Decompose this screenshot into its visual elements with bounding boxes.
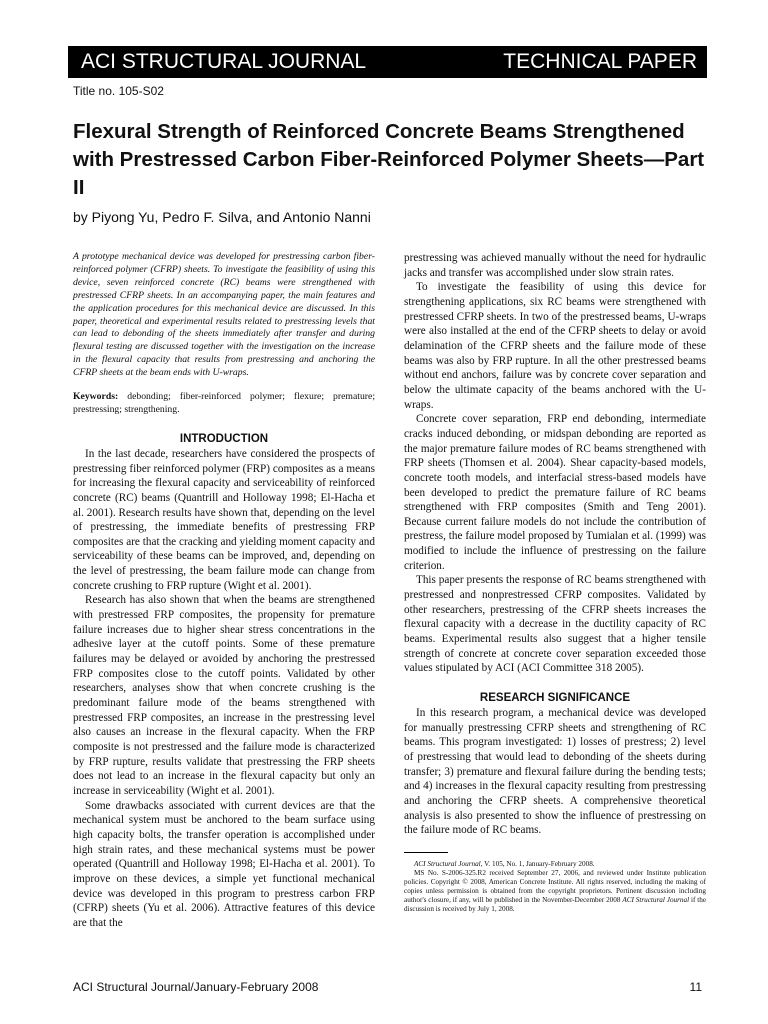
footnote <box>404 860 706 915</box>
footnote-divider <box>404 852 448 853</box>
footnote-line-1 <box>404 860 706 869</box>
keywords-label: Keywords: <box>73 391 119 403</box>
intro-continued-paragraph: prestressing was achieved manually without the need for hydraulic jacks and transfer was accomplished under slow strain rates. <box>404 252 706 279</box>
keywords-text: debonding; fiber-reinforced polymer; flexure; premature; prestressing; strengthening. <box>73 391 376 415</box>
footer-journal-issue: ACI Structural Journal/January-February 2008 <box>73 980 319 994</box>
footnote-discussion-date: if the discussion is received by July 1, 2008. <box>404 896 707 914</box>
right-column <box>404 251 706 915</box>
page-number: 11 <box>689 980 702 994</box>
footnote-manuscript-info: MS No. S-2006-325.R2 received September 27, 2006, and reviewed under Institute publication policies. Copyright © 2008, American Concrete Institute. All rights reserved, including the making of copies unless permission is obtained from the copyright proprietors. Pertinent discussion including author's closure, if any, will be published in the November-December 2008 <box>404 869 706 905</box>
author-line: by Piyong Yu, Pedro F. Silva, and Antonio Nanni <box>73 209 371 225</box>
paper-title: Flexural Strength of Reinforced Concrete Beams Strengthened with Prestressed Carbon Fiber-Reinforced Polymer Sheets—Part II <box>73 120 705 199</box>
intro-paragraph-6: This paper presents the response of RC beams strengthened with prestressed and nonprestressed CFRP composites. Validated by other researchers, prestressing of the CFRP sheets increases the flexural capacity with a decrease in the ductility capacity of RC beams. Experimental results also suggest that a higher tensile strength of concrete at concrete cover separation exceeded those values stipulated by ACI (ACI Committee 318 2005). <box>404 574 706 675</box>
footnote-journal-name-2: ACI Structural Journal <box>622 896 690 905</box>
intro-paragraph-3: Some drawbacks associated with current devices are that the mechanical system must be anchored to the beam surface using high capacity bolts, the transfer operation is accomplished under high strain rates, and these mechanical systems must be power operated (Quantrill and Holloway 1998; El-Hacha et al. 2001). To improve on these devices, a simple yet functional mechanical device was developed in this program to prestress carbon FRP (CFRP) sheets (Yu et al. 2006). Attractive features of this device are that the <box>73 799 375 929</box>
title-number: Title no. 105-S02 <box>73 84 164 98</box>
journal-header-bar <box>68 46 707 78</box>
research-significance-paragraph: In this research program, a mechanical device was developed for manually prestressing CFRP sheets and strengthening of RC beams. This program investigated: 1) losses of prestress; 2) level of prestressing that would lead to debonding of the sheets during transfer; 3) premature and flexural failure during the bending tests; and 4) increases in the flexural capacity resulting from prestressing and anchoring the CFRP sheets. A comprehensive theoretical analysis is also presented to show the influence of prestressing on the failure mode of RC beams. <box>404 707 706 837</box>
footnote-journal-name: ACI Structural Journal <box>414 859 481 868</box>
left-column <box>73 251 375 931</box>
journal-name: ACI STRUCTURAL JOURNAL <box>81 50 367 73</box>
intro-paragraph-5: Concrete cover separation, FRP end debonding, intermediate cracks induced debonding, or midspan debonding are reported as the major premature failure modes of RC beams strengthened with FRP sheets (Thomsen et al. 2004). Shear capacity-based models, concrete tooth models, and interfacial stress-based models have been developed to predict the premature failure of RC beams strengthened with FRP composites (Smith and Teng 2001). Because current failure models do not include the contribution of prestress, the failure model proposed by Tumialan et al. (1999) was modified to include the influence of prestressing on the failure criterion. <box>404 413 706 572</box>
intro-paragraph-4: To investigate the feasibility of using this device for strengthening applications, six RC beams were strengthened with prestressed CFRP sheets. In two of the prestressed beams, U-wraps were also installed at the end of the CFRP sheets to delay or avoid delamination of the CFRP sheets and the failure mode of these beams was also by FRP rupture. In all the other prestressed beams without end anchors, failure was by concrete cover separation and below the ultimate capacity of the beams anchored with the U-wraps. <box>404 281 706 411</box>
paper-type: TECHNICAL PAPER <box>503 50 697 73</box>
intro-paragraph-1: In the last decade, researchers have considered the prospects of prestressing fiber reinforced polymer (FRP) composites as a means for increasing the flexural capacity and serviceability of reinforced concrete (RC) beams (Quantrill and Holloway 1998; El-Hacha et al. 2001). Research results have shown that, depending on the level of prestressing, the immediate benefits of prestressing FRP composites are that the cracking and yielding moment capacity and serviceability of these beams can be improved, and, depending on the level of prestressing, the beam failure mode can change from concrete crushing to FRP rupture (Wight et al. 2001). <box>73 447 375 592</box>
intro-paragraph-2: Research has also shown that when the beams are strengthened with prestressed FRP composites, the propensity for premature failure increases due to higher shear stress concentrations in the adhesive layer at the cutoff points. Some of these premature failures may be delayed or avoided by anchoring the prestressed FRP composites close to the cutoff points. Validated by other researchers, analyses show that when concrete crushing is the predominant failure mode of the beams strengthened with prestressed FRP composites, an increase in the prestressing level also causes an increase in the flexural capacity. When the FRP composite is not prestressed and the failure mode is characterized by FRP rupture, results validate that prestressing the FRP sheets does not lead to an increase in the flexural capacity but only an increase in serviceability (Wight et al. 2001). <box>73 594 375 797</box>
keywords <box>73 391 375 417</box>
abstract: A prototype mechanical device was developed for prestressing carbon fiber-reinforced polymer (CFRP) sheets. To investigate the feasibility of using this device, seven reinforced concrete (RC) beams were strengthened with prestressed CFRP sheets. In an accompanying paper, the main features and the application procedures for this mechanical device are discussed. In this paper, theoretical and experimental results related to prestressing levels that can lead to debonding of the sheets immediately after transfer and during flexural testing are discussed together with the investigation on the increase in the flexural capacity that results from prestressing and anchoring the CFRP sheets at the beam ends with U-wraps. <box>73 251 375 379</box>
footnote-volume: , V. 105, No. 1, January-February 2008. <box>480 859 595 868</box>
introduction-heading: INTRODUCTION <box>179 432 269 445</box>
research-significance-heading: RESEARCH SIGNIFICANCE <box>479 692 631 705</box>
footnote-line-2 <box>404 869 706 914</box>
